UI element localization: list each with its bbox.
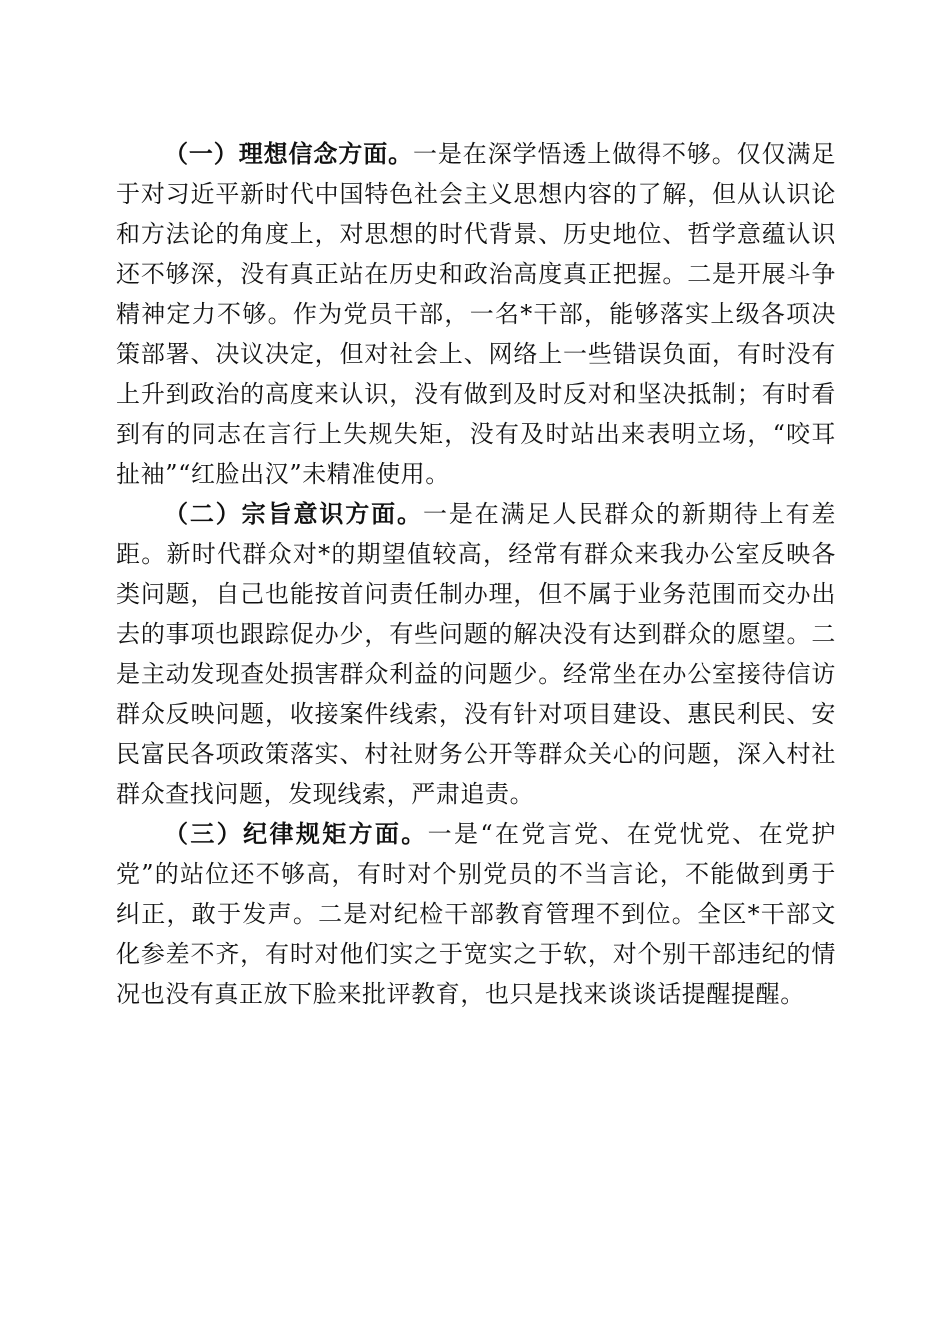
paragraph-body-purpose-awareness: 一是在满足人民群众的新期待上有差距。新时代群众对*的期望值较高，经常有群众来我办公室反映各类问题，自己也能按首问责任制办理，但不属于业务范围而交办出去的事项也跟踪促办少，有些问题的解决没有达到群众的愿望。二是主动发现查处损害群众利益的问题少。经常坐在办公室接待信访群众反映问题，收接案件线索，没有针对项目建设、惠民利民、安民富民各项政策落实、村社财务公开等群众关心的问题，深入村社群众查找问题，发现线索，严肃追责。 [116,500,837,808]
paragraph-body-ideals-beliefs: 一是在深学悟透上做得不够。仅仅满足于对习近平新时代中国特色社会主义思想内容的了解，但从认识论和方法论的角度上，对思想的时代背景、历史地位、哲学意蕴认识还不够深，没有真正站在历史和政治高度真正把握。二是开展斗争精神定力不够。作为党员干部，一名*干部，能够落实上级各项决策部署、决议决定，但对社会上、网络上一些错误负面，有时没有上升到政治的高度来认识，没有做到及时反对和坚决抵制；有时看到有的同志在言行上失规失矩，没有及时站出来表明立场，“咬耳扯袖”“红脸出汉”未精准使用。 [116,140,836,488]
section-heading-ideals-beliefs: （一）理想信念方面。 [164,139,413,168]
paragraph-purpose-awareness [116,494,836,814]
section-heading-discipline-rules: （三）纪律规矩方面。 [164,819,428,848]
paragraph-body-discipline-rules: 一是“在党言党、在党忧党、在党护党”的站位还不够高，有时对个别党员的不当言论，不能做到勇于纠正，敢于发声。二是对纪检干部教育管理不到位。全区*干部文化参差不齐，有时对他们实之于宽实之于软，对个别干部违纪的情况也没有真正放下脸来批评教育，也只是找来谈谈话提醒提醒。 [116,820,836,1008]
section-heading-purpose-awareness: （二）宗旨意识方面。 [164,499,423,528]
paragraph-ideals-beliefs [116,134,836,494]
paragraph-discipline-rules [116,814,836,1014]
document-page [116,134,836,1014]
